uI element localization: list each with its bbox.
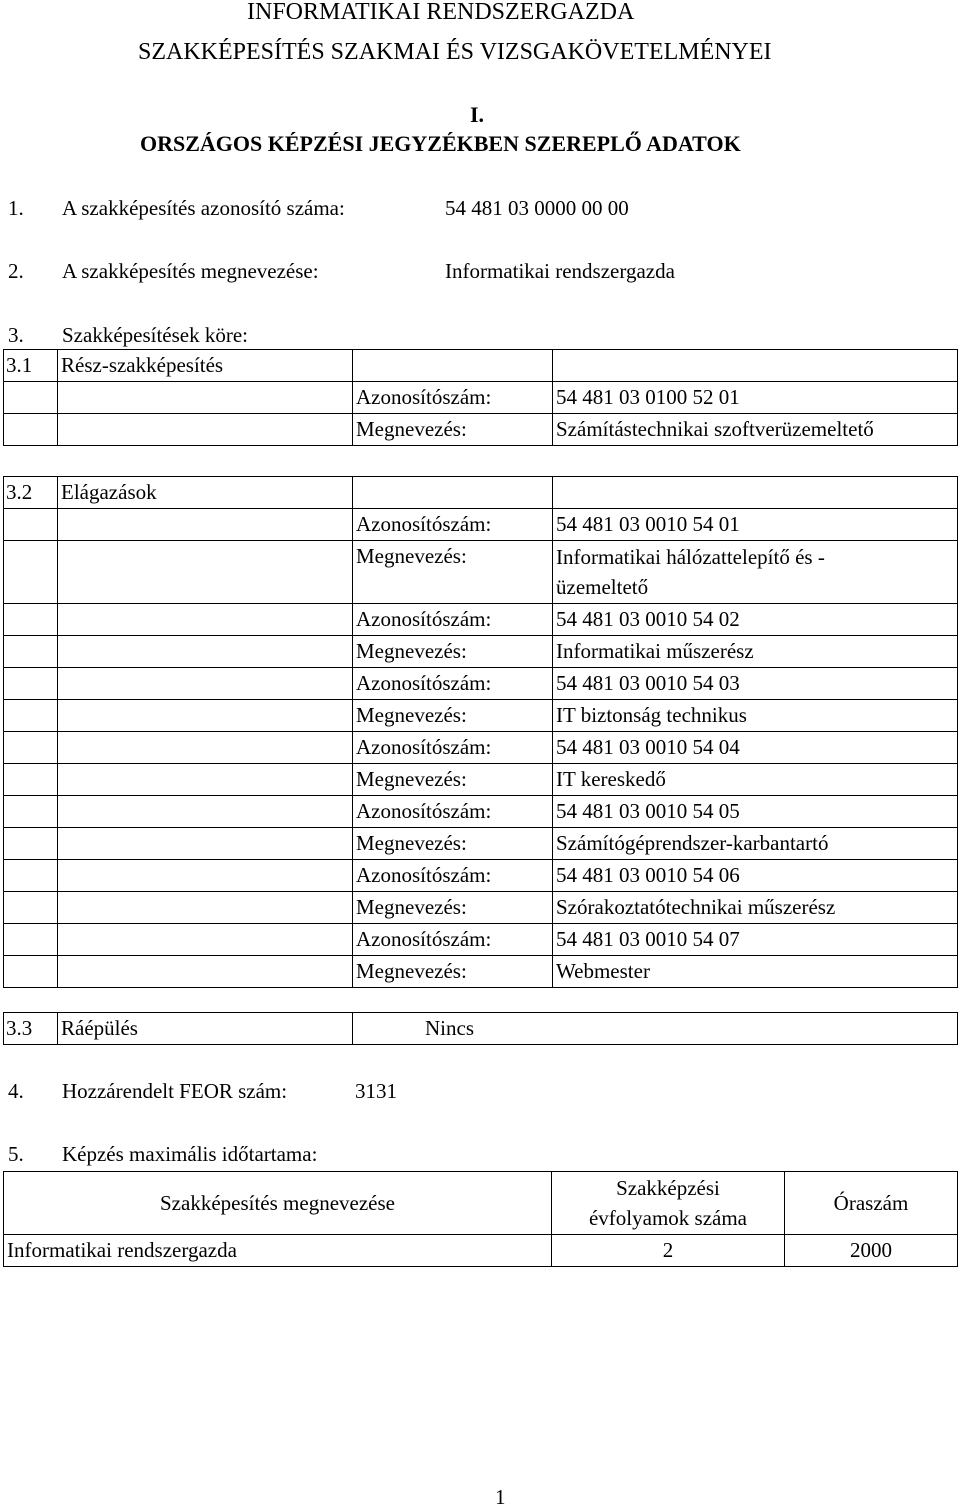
table-row [4, 1013, 958, 1045]
id-value: 54 481 03 0010 54 02 [553, 604, 958, 636]
name-value: IT biztonság technikus [553, 700, 958, 732]
table-row [4, 636, 958, 668]
name-value [553, 541, 958, 604]
name-label: Megnevezés: [353, 956, 553, 988]
name-value: IT kereskedő [553, 764, 958, 796]
table-row [4, 382, 958, 414]
table-row [4, 860, 958, 892]
partial-label: Rész-szakképesítés [58, 350, 353, 382]
extension-label: Ráépülés [58, 1013, 353, 1045]
cell-qualification-name: Informatikai rendszergazda [4, 1235, 552, 1267]
name-label: Megnevezés: [353, 700, 553, 732]
branches-number: 3.2 [4, 477, 58, 509]
cell-hours: 2000 [785, 1235, 958, 1267]
id-label: Azonosítószám: [353, 382, 553, 414]
table-row [4, 350, 958, 382]
table-header-row [4, 1172, 958, 1235]
id-value: 54 481 03 0010 54 01 [553, 509, 958, 541]
table-row [4, 414, 958, 446]
table-row [4, 924, 958, 956]
header-qualification-name: Szakképesítés megnevezése [4, 1172, 552, 1235]
extension-value: Nincs [353, 1013, 958, 1045]
item-value-1: 54 481 03 0000 00 00 [445, 196, 629, 220]
name-label: Megnevezés: [353, 828, 553, 860]
name-value: Informatikai műszerész [553, 636, 958, 668]
table-row [4, 477, 958, 509]
header-years-line1: Szakképzési [616, 1176, 720, 1200]
id-label: Azonosítószám: [353, 860, 553, 892]
name-label: Megnevezés: [353, 764, 553, 796]
id-label: Azonosítószám: [353, 796, 553, 828]
table-row [4, 828, 958, 860]
header-years [552, 1172, 785, 1235]
id-label: Azonosítószám: [353, 924, 553, 956]
table-row [4, 892, 958, 924]
section-number: I. [470, 102, 485, 127]
table-row [4, 732, 958, 764]
item-label-4: Hozzárendelt FEOR szám: [62, 1079, 288, 1103]
document-title-line2: SZAKKÉPESÍTÉS SZAKMAI ÉS VIZSGAKÖVETELMÉNYEI [138, 39, 772, 65]
name-label: Megnevezés: [353, 892, 553, 924]
id-value: 54 481 03 0010 54 06 [553, 860, 958, 892]
page-number: 1 [495, 1485, 506, 1509]
item-label-1: A szakképesítés azonosító száma: [62, 196, 345, 220]
id-value: 54 481 03 0010 54 07 [553, 924, 958, 956]
id-value: 54 481 03 0010 54 04 [553, 732, 958, 764]
id-value: 54 481 03 0010 54 05 [553, 796, 958, 828]
table-row [4, 956, 958, 988]
table-row [4, 509, 958, 541]
duration-table [3, 1171, 958, 1267]
cell-years: 2 [552, 1235, 785, 1267]
item-number-4: 4. [8, 1079, 24, 1103]
item-number-5: 5. [8, 1142, 24, 1166]
item-label-3: Szakképesítések köre: [62, 323, 249, 347]
document-title-line1: INFORMATIKAI RENDSZERGAZDA [247, 0, 635, 25]
item-number-1: 1. [8, 196, 24, 220]
id-label: Azonosítószám: [353, 604, 553, 636]
table-row [4, 668, 958, 700]
name-value: Szórakoztatótechnikai műszerész [553, 892, 958, 924]
item-label-2: A szakképesítés megnevezése: [62, 259, 319, 283]
table-row [4, 1235, 958, 1267]
table-row [4, 796, 958, 828]
extension-table [3, 1012, 958, 1045]
table-row [4, 604, 958, 636]
name-label: Megnevezés: [353, 541, 553, 604]
extension-number: 3.3 [4, 1013, 58, 1045]
name-value: Webmester [553, 956, 958, 988]
id-label: Azonosítószám: [353, 668, 553, 700]
partial-number: 3.1 [4, 350, 58, 382]
name-value-line2: üzemeltető [556, 575, 649, 599]
item-number-2: 2. [8, 259, 24, 283]
id-value: 54 481 03 0010 54 03 [553, 668, 958, 700]
table-row [4, 541, 958, 604]
partial-qualification-table [3, 349, 958, 446]
name-label: Megnevezés: [353, 414, 553, 446]
item-number-3: 3. [8, 323, 24, 347]
name-label: Megnevezés: [353, 636, 553, 668]
id-label: Azonosítószám: [353, 509, 553, 541]
item-value-4: 3131 [355, 1079, 397, 1103]
item-value-2: Informatikai rendszergazda [445, 259, 675, 283]
name-value: Számítástechnikai szoftverüzemeltető [553, 414, 958, 446]
section-title: ORSZÁGOS KÉPZÉSI JEGYZÉKBEN SZEREPLŐ ADATOK [140, 131, 741, 156]
table-row [4, 764, 958, 796]
branches-label: Elágazások [58, 477, 353, 509]
name-value: Számítógéprendszer-karbantartó [553, 828, 958, 860]
table-row [4, 700, 958, 732]
branches-table [3, 476, 958, 988]
id-value: 54 481 03 0100 52 01 [553, 382, 958, 414]
header-years-line2: évfolyamok száma [588, 1206, 748, 1230]
item-label-5: Képzés maximális időtartama: [62, 1142, 318, 1166]
name-value-line1: Informatikai hálózattelepítő és - [556, 545, 825, 569]
header-hours: Óraszám [785, 1172, 958, 1235]
id-label: Azonosítószám: [353, 732, 553, 764]
